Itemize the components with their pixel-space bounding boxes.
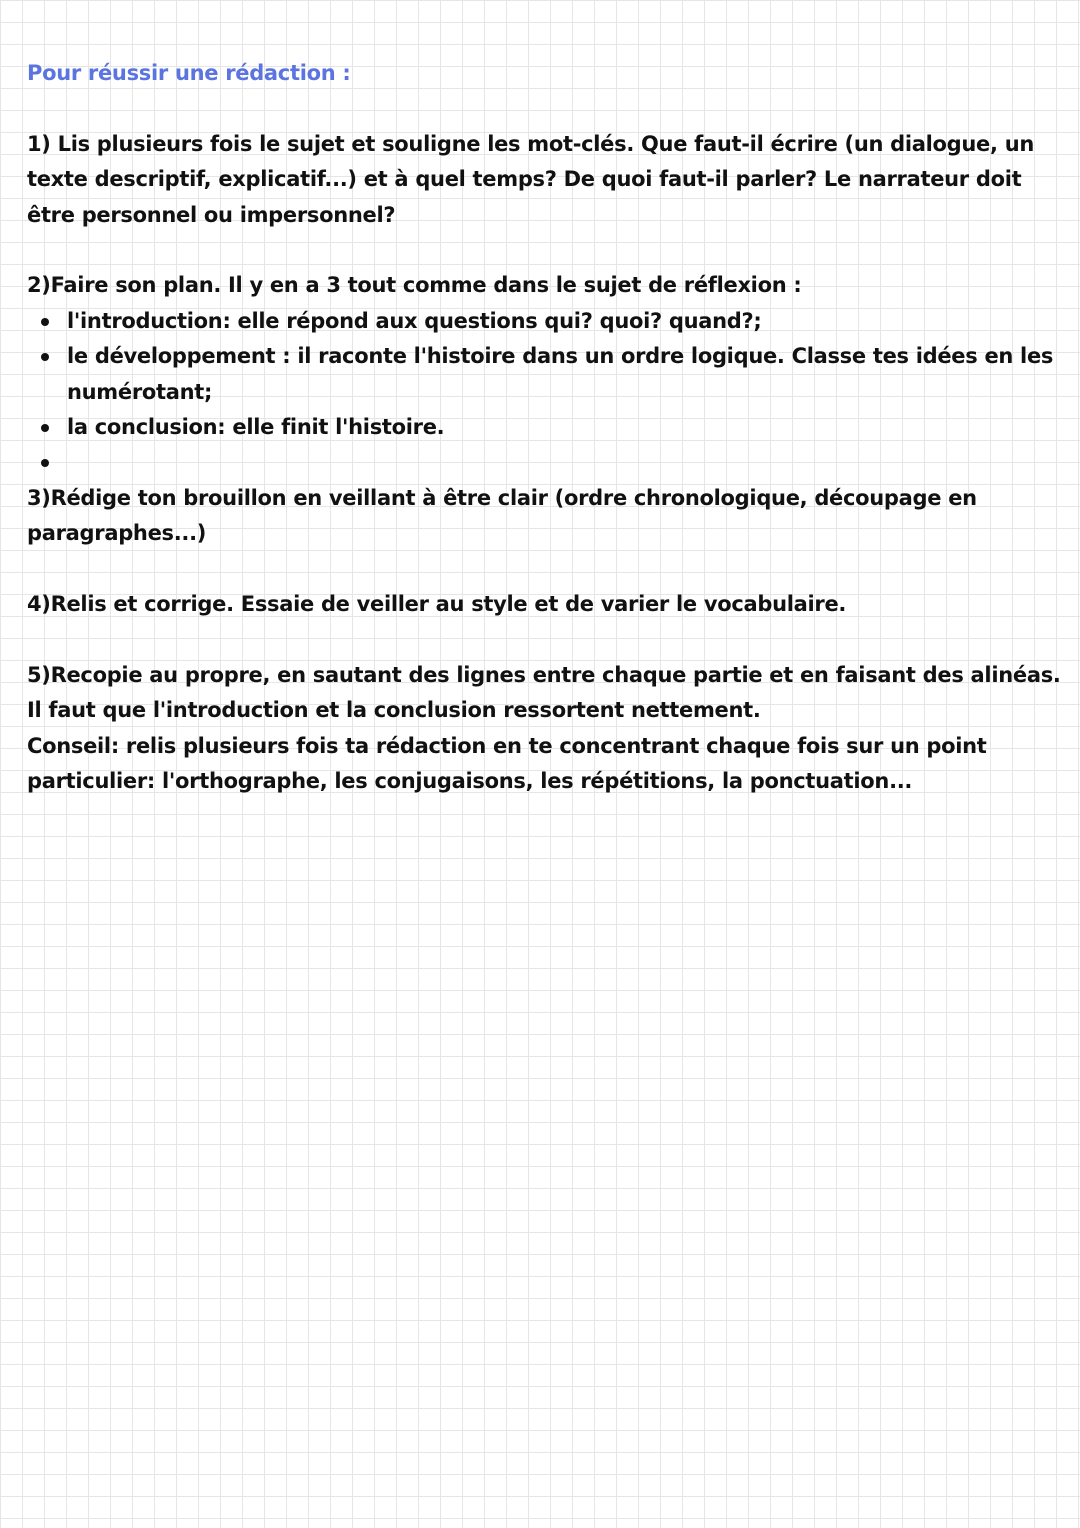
advice-paragraph: Conseil: relis plusieurs fois ta rédaction en te concentrant chaque fois sur un point particulier: l'orthographe, les conjugaisons, les répétitions, la ponctuation... [27,733,987,794]
spacer [27,233,1067,268]
spacer [27,552,1067,587]
step-1-paragraph: 1) Lis plusieurs fois le sujet et souligne les mot-clés. Que faut-il écrire (un dialogue, un texte descriptif, explicatif...) et à quel temps? De quoi faut-il parler? Le narrateur doit être personnel ou impersonnel? [27,131,1034,227]
page-title: Pour réussir une rédaction : [27,61,351,85]
spacer [27,622,1067,657]
step-5-paragraph: 5)Recopie au propre, en sautant des lignes entre chaque partie et en faisant des alinéas. Il faut que l'introduction et la conclusion ressortent nettement. [27,662,1061,723]
plan-list [27,304,1067,481]
plan-item-empty [67,445,1067,480]
step-2-paragraph: 2)Faire son plan. Il y en a 3 tout comme dans le sujet de réflexion : [27,273,802,298]
step-4-paragraph: 4)Relis et corrige. Essaie de veiller au style et de varier le vocabulaire. [27,592,847,617]
plan-item-introduction: l'introduction: elle répond aux questions qui? quoi? quand?; [67,304,1067,339]
plan-item-conclusion: la conclusion: elle finit l'histoire. [67,410,1067,445]
plan-item-developpement: le développement : il raconte l'histoire dans un ordre logique. Classe tes idées en les numérotant; [67,339,1067,410]
step-3-paragraph: 3)Rédige ton brouillon en veillant à être clair (ordre chronologique, découpage en paragraphes...) [27,485,977,546]
spacer [27,91,1067,126]
document-body [27,56,1067,799]
